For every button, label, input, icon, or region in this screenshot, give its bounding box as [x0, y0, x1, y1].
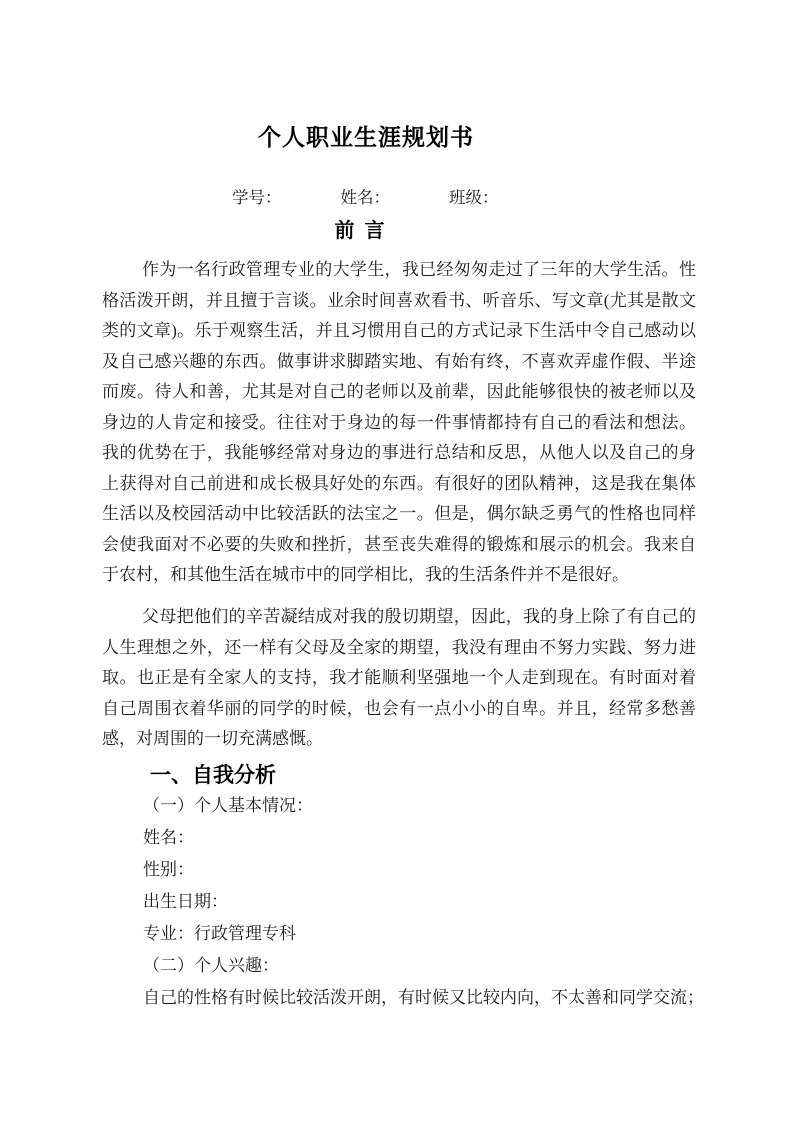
gender-field-label: 性别：	[143, 860, 194, 879]
basic-info-subheading: （一）个人基本情况：	[143, 796, 313, 815]
basic-info-section	[102, 790, 704, 1014]
preface-paragraph-2: 父母把他们的辛苦凝结成对我的殷切期望，因此，我的身上除了有自己的人生理想之外，还一样有父母及全家的期望，我没有理由不努力实践、努力进取。也正是有全家人的支持，我才能顺利坚强地一个人走到现在。有时面对着自己周围衣着华丽的同学的时候，也会有一点小小的自卑。并且，经常多愁善感，对周围的一切充满感慨。	[102, 607, 696, 748]
self-analysis-heading: 一、自我分析	[150, 763, 276, 787]
interests-text: 自己的性格有时候比较活泼开朗，有时候又比较内向，不太善和同学交流；	[143, 988, 704, 1007]
preface-heading: 前 言	[334, 220, 385, 242]
student-name-label: 姓名：	[340, 188, 390, 207]
preface-paragraph-1: 作为一名行政管理专业的大学生，我已经匆匆走过了三年的大学生活。性格活泼开朗，并且擅于言谈。业余时间喜欢看书、听音乐、写文章(尤其是散文类的文章)。乐于观察生活，并且习惯用自己的方式记录下生活中令自己感动以及自己感兴趣的东西。做事讲求脚踏实地、有始有终，不喜欢弄虚作假、半途而废。待人和善，尤其是对自己的老师以及前辈，因此能够很快的被老师以及身边的人肯定和接受。往往对于身边的每一件事情都持有自己的看法和想法。我的优势在于，我能够经常对身边的事进行总结和反思，从他人以及自己的身上获得对自己前进和成长极具好处的东西。有很好的团队精神，这是我在集体生活以及校园活动中比较活跃的法宝之一。但是，偶尔缺乏勇气的性格也同样会使我面对不必要的失败和挫折，甚至丧失难得的锻炼和展示的机会。我来自于农村，和其他生活在城市中的同学相比，我的生活条件并不是很好。	[102, 260, 696, 584]
interests-subheading: （二）个人兴趣：	[143, 956, 279, 975]
student-info-row	[232, 188, 499, 208]
student-id-label: 学号：	[232, 188, 282, 207]
birthdate-field-label: 出生日期：	[143, 892, 228, 911]
document-title: 个人职业生涯规划书	[258, 125, 474, 150]
name-field-label: 姓名：	[143, 828, 194, 847]
major-field-label: 专业：行政管理专科	[143, 924, 296, 943]
student-class-label: 班级：	[449, 188, 499, 207]
